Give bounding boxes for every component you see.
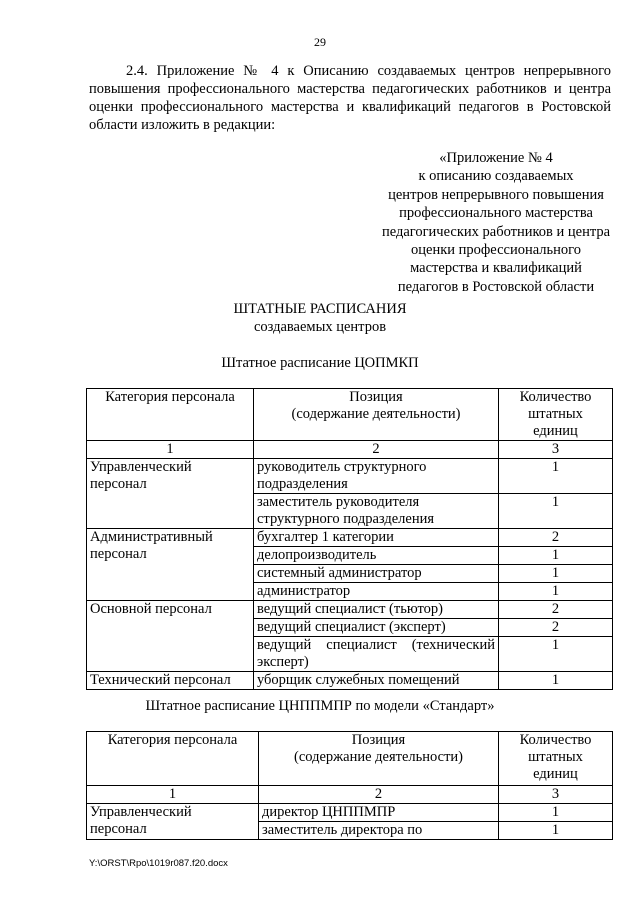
appendix-line: мастерства и квалификаций: [410, 260, 582, 277]
header-category: Категория персонала: [87, 389, 254, 441]
staff-table-copmkp: [86, 388, 613, 690]
column-number: 3: [499, 786, 613, 804]
document-title: ШТАТНЫЕ РАСПИСАНИЯ: [233, 301, 407, 317]
column-number: 1: [87, 441, 254, 459]
appendix-line: педагогов в Ростовской области: [397, 278, 595, 295]
category-cell: Основной персонал: [87, 601, 254, 672]
count-cell: 2: [499, 601, 613, 619]
header-position: Позиция (содержание деятельности): [259, 732, 499, 786]
appendix-line: «Приложение № 4: [439, 150, 553, 166]
table2-caption: Штатное расписание ЦНППМПР по модели «Стандарт»: [145, 698, 495, 714]
column-number: 2: [259, 786, 499, 804]
header-count: Количество штатных единиц: [499, 389, 613, 441]
table-row: [87, 601, 613, 619]
position-cell: делопроизводитель: [254, 547, 499, 565]
column-number: 1: [87, 786, 259, 804]
table-header-row: [87, 389, 613, 441]
count-cell: 1: [499, 672, 613, 690]
appendix-line: оценки профессионального: [411, 242, 581, 259]
appendix-line: центров непрерывного повышения: [388, 186, 604, 203]
count-cell: 1: [499, 583, 613, 601]
category-cell: Управленческий персонал: [87, 804, 259, 840]
position-cell: администратор: [254, 583, 499, 601]
page-number: 29: [314, 35, 326, 49]
position-cell: уборщик служебных помещений: [254, 672, 499, 690]
position-cell: ведущий специалист (технический эксперт): [254, 637, 499, 672]
count-cell: 1: [499, 565, 613, 583]
count-cell: 1: [499, 459, 613, 494]
category-cell: Управленческий персонал: [87, 459, 254, 529]
count-cell: 1: [499, 822, 613, 840]
category-cell: Технический персонал: [87, 672, 254, 690]
count-cell: 1: [499, 547, 613, 565]
position-cell: ведущий специалист (тьютор): [254, 601, 499, 619]
category-cell: Административный персонал: [87, 529, 254, 601]
intro-text: 2.4. Приложение № 4 к Описанию создаваемых центров непрерывного повышения профессионального мастерства педагогических работников и центра оценки профессионального мастерства и квалификаций педагогов в Ростовской области изложить в редакции:: [89, 63, 611, 133]
position-cell: заместитель директора по: [259, 822, 499, 840]
count-cell: 1: [499, 494, 613, 529]
column-number: 2: [254, 441, 499, 459]
table-row: [87, 459, 613, 494]
staff-table-cnppmpr: [86, 731, 613, 840]
position-cell: системный администратор: [254, 565, 499, 583]
column-number: 3: [499, 441, 613, 459]
count-cell: 1: [499, 804, 613, 822]
position-cell: ведущий специалист (эксперт): [254, 619, 499, 637]
table-number-row: [87, 786, 613, 804]
header-count: Количество штатных единиц: [499, 732, 613, 786]
table-row: [87, 529, 613, 547]
header-category: Категория персонала: [87, 732, 259, 786]
count-cell: 1: [499, 637, 613, 672]
table-row: [87, 804, 613, 822]
count-cell: 2: [499, 529, 613, 547]
header-position: Позиция (содержание деятельности): [254, 389, 499, 441]
intro-paragraph: [89, 62, 611, 134]
position-cell: директор ЦНППМПР: [259, 804, 499, 822]
table-row: [87, 672, 613, 690]
appendix-line: педагогических работников и центра: [381, 223, 611, 240]
table1-caption: Штатное расписание ЦОПМКП: [221, 355, 419, 371]
file-path-footer: Y:\ORST\Rpo\1019r087.f20.docx: [89, 858, 228, 869]
count-cell: 2: [499, 619, 613, 637]
document-subtitle: создаваемых центров: [253, 319, 387, 335]
table-number-row: [87, 441, 613, 459]
appendix-line: профессионального мастерства: [399, 205, 593, 222]
table-header-row: [87, 732, 613, 786]
position-cell: заместитель руководителя структурного подразделения: [254, 494, 499, 529]
appendix-line: к описанию создаваемых: [418, 168, 574, 185]
appendix-block: [370, 149, 622, 296]
position-cell: руководитель структурного подразделения: [254, 459, 499, 494]
position-cell: бухгалтер 1 категории: [254, 529, 499, 547]
